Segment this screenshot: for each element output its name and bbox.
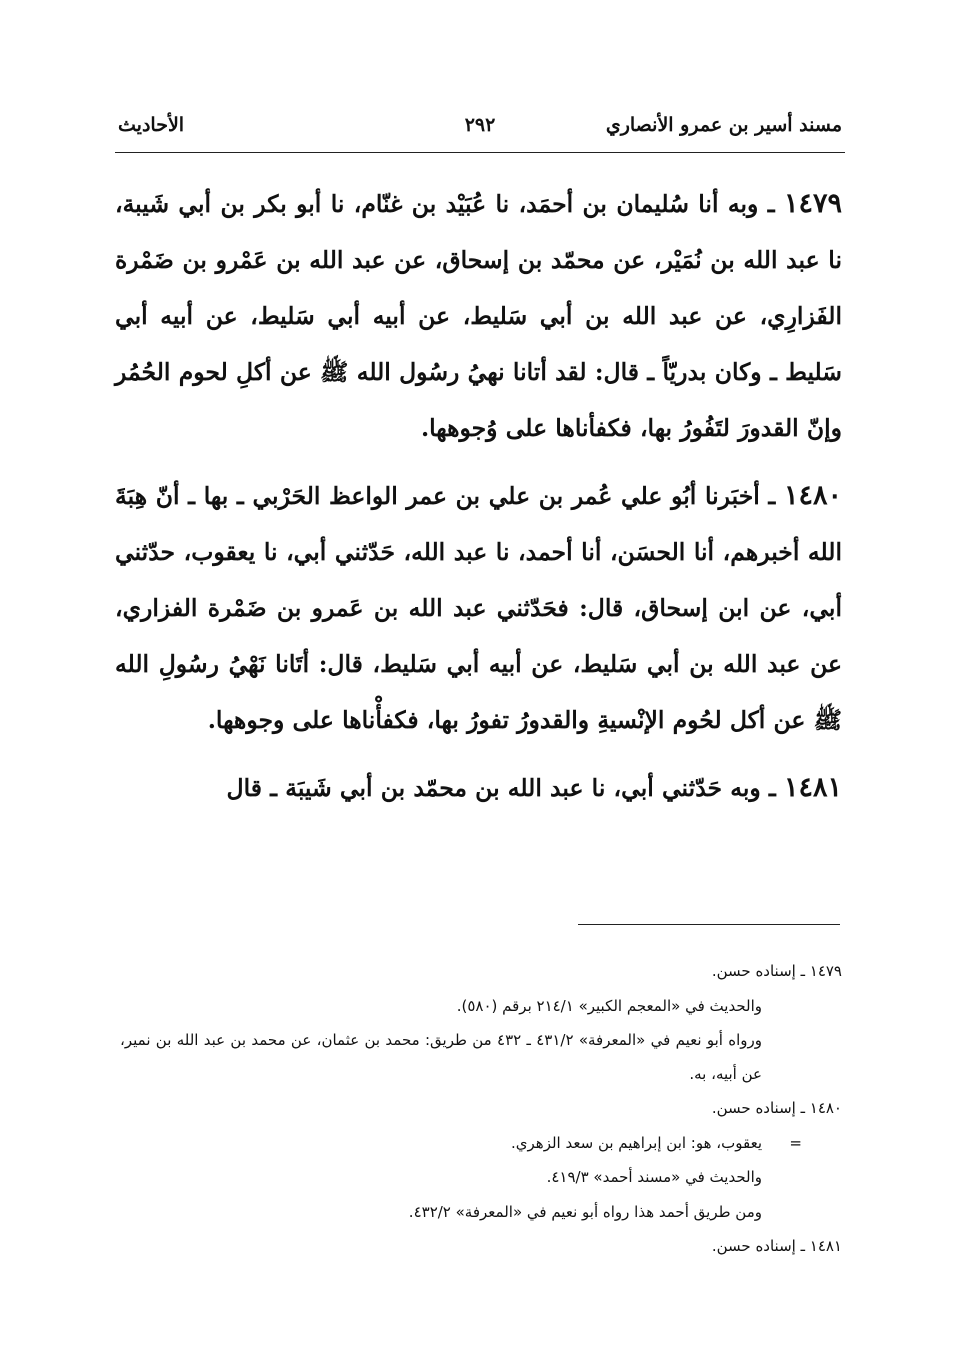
header-book-title: مسند أسير بن عمرو الأنصاري	[605, 114, 842, 136]
hadith-paragraph	[115, 760, 842, 816]
header-divider	[115, 152, 845, 153]
hadith-text: ـ أخبَرنا أبُو علي عُمر بن علي بن عمر الواعظ الحَرْبي ـ بها ـ أنّ هِبَةَ الله أخبرهم، أنا الحسَن، أنا أحمد، نا عبد الله، حَدّثني أبي، نا يعقوب، حدّثني أبي، عن ابن إسحاق، قال: فحَدّثني عبد الله بن عَمرو بن ضَمْرة الفزاري، عن عبد الله بن أبي سَليط، عن أبيه أبي سَليط، قال: أتَانا نَهْيُ رسُولِ الله ﷺ عن أكل لحُوم الإنْسيةِ والقدورُ تفورُ بها، فكفأْناها على وجوهها.	[115, 482, 842, 734]
footnote-line: والحديث في «مسند أحمد» ٤١٩/٣.	[546, 1168, 762, 1186]
hadith-paragraph	[115, 468, 842, 748]
footnote-line: ومن طريق أحمد هذا رواه أبو نعيم في «المعرفة» ٤٣٢/٢.	[408, 1202, 762, 1221]
header-section-title: الأحاديث	[118, 114, 185, 136]
footnote-line	[120, 1126, 842, 1161]
running-header	[118, 112, 842, 152]
hadith-number: ١٤٨٠	[783, 480, 842, 511]
continuation-mark: =	[789, 1133, 802, 1152]
hadith-text: ـ وبه أنا سُليمان بن أحمَد، نا عُبَيْد بن غنّام، نا أبو بكر بن أبي شَيبة، نا عبد الله بن نُمَيْر، عن محمّد بن إسحاق، عن عبد الله بن عَمْرو بن ضَمْرة الفَزارِي، عن عبد الله بن أبي سَليط، عن أبيه أبي سَليط، عن أبيه أبي سَليط ـ وكان بدريّاً ـ قال: لقد أتانا نهيُ رسُول الله ﷺ عن أكلِ لحوم الحُمُر وإنّ القدورَ لتَفُورُ بها، فكفأناها على وُجوهها.	[115, 190, 842, 442]
footnote-text: يعقوب، هو: ابن إبراهيم بن سعد الزهري.	[511, 1133, 762, 1152]
footnote-heading: ١٤٧٩ ـ إسناده حسن.	[711, 962, 842, 980]
footnotes	[120, 954, 842, 1264]
footnote-heading: ١٤٨٠ ـ إسناده حسن.	[711, 1099, 842, 1117]
footnote-divider	[578, 924, 840, 925]
hadith-number: ١٤٧٩	[783, 188, 842, 219]
page-number: ٢٩٢	[464, 114, 496, 136]
hadith-text: ـ وبه حَدّثني أبي، نا عبد الله بن محمّد بن أبي شَيبَة ـ قال	[226, 774, 784, 802]
hadith-body	[115, 176, 842, 828]
footnote-line: ورواه أبو نعيم في «المعرفة» ٤٣١/٢ ـ ٤٣٢ من طريق: محمد بن عثمان، عن محمد بن عبد الله بن نمير، عن أبيه، به.	[120, 1031, 762, 1083]
footnote-line: والحديث في «المعجم الكبير» ٢١٤/١ برقم (٥٨٠).	[456, 996, 762, 1015]
hadith-number: ١٤٨١	[783, 772, 842, 803]
footnote-heading: ١٤٨١ ـ إسناده حسن.	[711, 1237, 842, 1255]
hadith-paragraph	[115, 176, 842, 456]
